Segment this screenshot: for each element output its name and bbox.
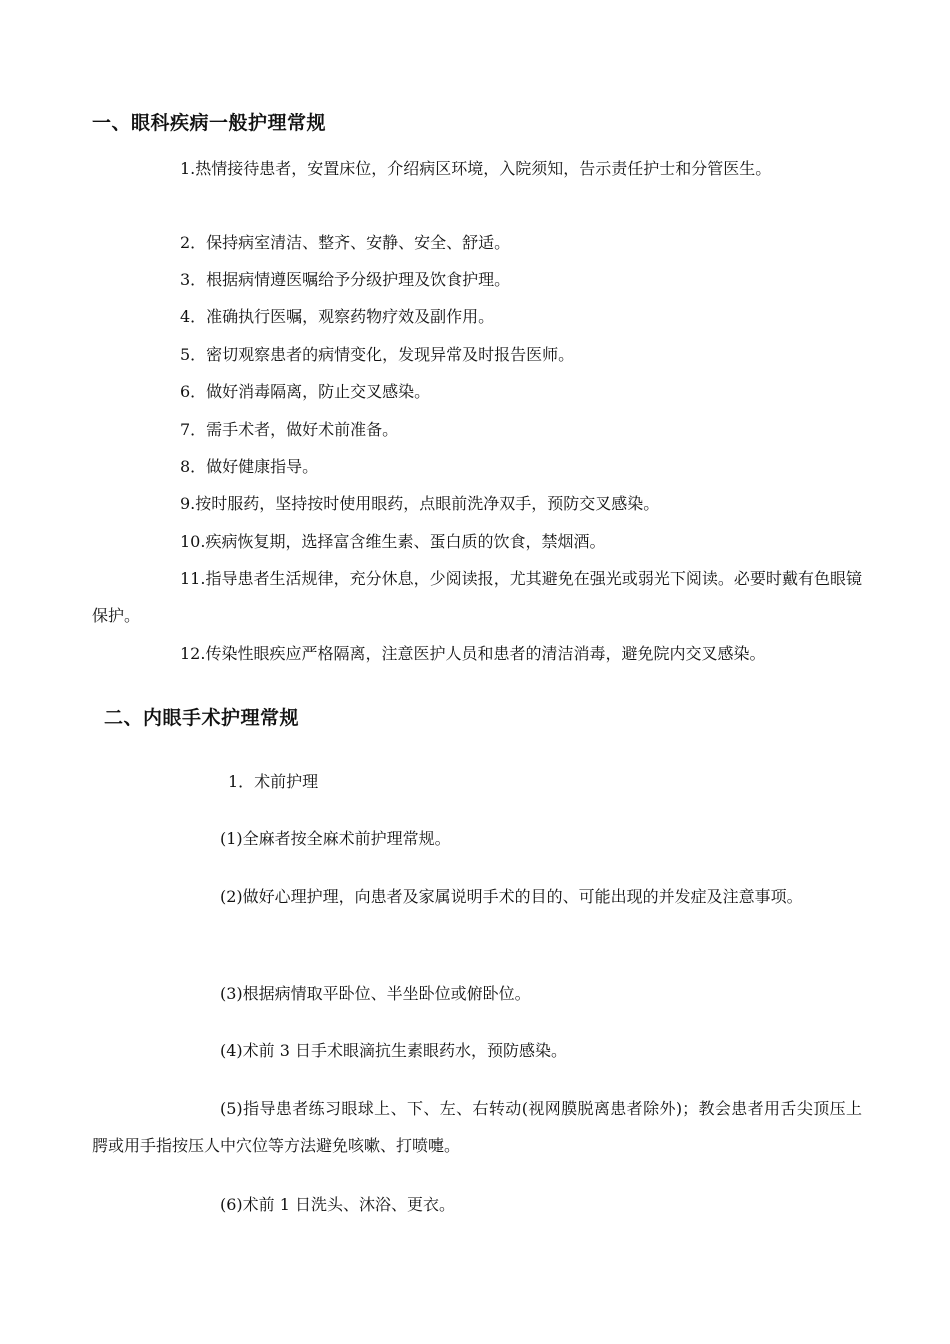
- section1-item-2: 2．保持病室清洁、整齐、安静、安全、舒适。: [180, 233, 511, 252]
- section2-item-6: (6)术前 1 日洗头、沐浴、更衣。: [220, 1195, 456, 1214]
- section1-item-11: 11.指导患者生活规律，充分休息，少阅读报，尤其避免在强光或弱光下阅读。必要时戴有色眼镜保护。: [92, 569, 862, 625]
- section1-item-1: 1.热情接待患者，安置床位，介绍病区环境，入院须知，告示责任护士和分管医生。: [180, 159, 772, 178]
- section1-item-8: 8．做好健康指导。: [180, 457, 319, 476]
- section2-item-4: (4)术前 3 日手术眼滴抗生素眼药水，预防感染。: [220, 1041, 568, 1060]
- section2-item-1: (1)全麻者按全麻术前护理常规。: [220, 829, 451, 848]
- section2-item-3: (3)根据病情取平卧位、半坐卧位或俯卧位。: [220, 984, 531, 1003]
- section2-subheading: 1．术前护理: [228, 772, 319, 791]
- section1-item-9: 9.按时服药，坚持按时使用眼药，点眼前洗净双手，预防交叉感染。: [180, 494, 660, 513]
- section1-item-10: 10.疾病恢复期，选择富含维生素、蛋白质的饮食，禁烟酒。: [180, 532, 606, 551]
- section1-item-3: 3．根据病情遵医嘱给予分级护理及饮食护理。: [180, 270, 511, 289]
- section2-item-2: (2)做好心理护理，向患者及家属说明手术的目的、可能出现的并发症及注意事项。: [220, 887, 803, 906]
- section2-item-5: (5)指导患者练习眼球上、下、左、右转动(视网膜脱离患者除外)；教会患者用舌尖顶压上腭或用手指按压人中穴位等方法避免咳嗽、打喷嚏。: [92, 1099, 862, 1155]
- section1-item-4: 4．准确执行医嘱，观察药物疗效及副作用。: [180, 307, 495, 326]
- section1-item-6: 6．做好消毒隔离，防止交叉感染。: [180, 382, 431, 401]
- section1-item-7: 7．需手术者，做好术前准备。: [180, 420, 399, 439]
- section1-heading: 一、眼科疾病一般护理常规: [92, 112, 327, 134]
- section1-item-5: 5．密切观察患者的病情变化，发现异常及时报告医师。: [180, 345, 575, 364]
- section1-item-12: 12.传染性眼疾应严格隔离，注意医护人员和患者的清洁消毒，避免院内交叉感染。: [180, 644, 766, 663]
- section2-heading: 二、内眼手术护理常规: [104, 707, 300, 729]
